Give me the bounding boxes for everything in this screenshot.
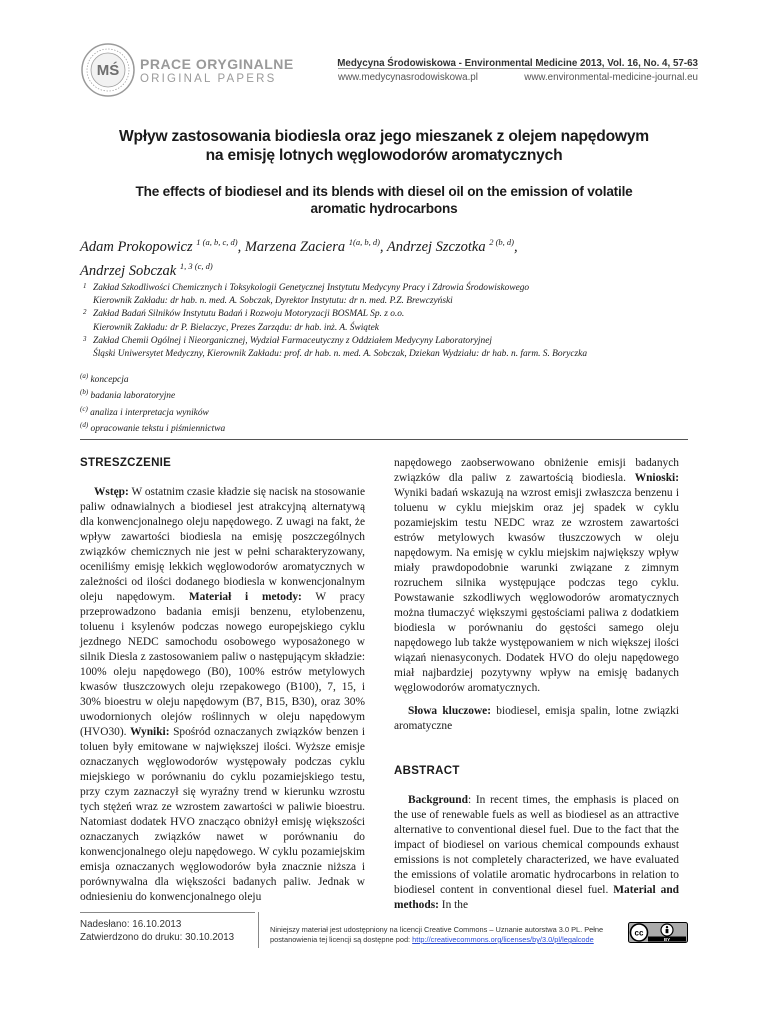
affiliation-line: Kierownik Zakładu: dr hab. n. med. A. Sobczak, Dyrektor Instytutu: dr n. med. P.Z. Brewczyński — [93, 296, 453, 307]
role-item — [80, 370, 380, 386]
series-label-pl: PRACE ORYGINALNE — [140, 56, 294, 72]
title-english-line-2: aromatic hydrocarbons — [310, 201, 458, 216]
author-name: Andrzej Sobczak — [80, 262, 177, 279]
journal-logo — [80, 42, 136, 98]
right-column — [394, 456, 679, 913]
wyniki-text: Spośród oznaczanych związków benzen i toluen były emitowane w największej ilości. Wyższe emisje oznaczanych węglowodorów występowały podczas cyklu miejskiego w porównaniu do cyklu pozamiejskiego testu, przy czym zaznaczył się wyraźny trend w kierunku wzrostu tych stężeń wraz ze wzrostem zawartości w paliwie bioestru. Natomiast dodatek HVO znacząco obniżył emisję większości oznaczanych związków nawet w porównaniu do konwencjonalnego oleju napędowego. W cyklu pozamiejskim emisja oznaczanych węglowodorów była znacznie niższa i porównywalna dla większości badanych paliw. Jednak w odniesieniu do konwencjonalnego oleju — [80, 726, 366, 903]
wyniki-text-continued: napędowego zaobserwowano obniżenie emisji badanych związków dla paliw z zawartością biodiesla. — [394, 457, 679, 484]
affiliation-line: Kierownik Zakładu: dr P. Bielaczyc, Prezes Zarządu: dr hab. inż. A. Świątek — [93, 322, 379, 333]
author-affiliation-mark: 1 (a, b, c, d) — [196, 237, 238, 247]
role-text: analiza i interpretacja wyników — [90, 407, 209, 418]
methods-text: In the — [438, 899, 469, 911]
title-english — [80, 183, 688, 217]
materialy-label: Materiał i metody: — [188, 591, 302, 603]
affiliation-number: 1 — [83, 282, 87, 290]
license-line-2-text: postanowienia tej licencji są dostępne pod: — [270, 935, 413, 944]
series-label-en: ORIGINAL PAPERS — [140, 73, 277, 85]
author-separator: , — [237, 238, 245, 255]
affiliation-line: Zakład Badań Silników Instytutu Badań i Rozwoju Motoryzacji BOSMAL Sp. z o.o. — [93, 309, 405, 320]
title-polish-line-1: Wpływ zastosowania biodiesla oraz jego mieszanek z olejem napędowym — [119, 128, 649, 145]
license-line-2 — [270, 935, 620, 945]
affiliation-item — [80, 335, 700, 361]
affiliations — [80, 282, 700, 361]
author-list — [80, 233, 680, 281]
author-name: Marzena Zaciera — [244, 238, 346, 255]
author-name: Adam Prokopowicz — [80, 238, 193, 255]
streszczenie-body — [80, 485, 365, 905]
author-separator: , — [514, 238, 518, 255]
wstep-text: W ostatnim czasie kładzie się nacisk na stosowanie paliw odnawialnych a biodiesel jest atrakcyjną alternatywą dla konwencjonalnego oleju napędowego. Z uwagi na fakt, że wpływ zawartości biodiesla na emisję poszczególnych związków chemicznych nie jest w pełni scharakteryzowany, oceniliśmy emisję lekkich węglowodorów aromatycznych w zależności od ilości dodanego biodiesla w konwencjonalnym oleju napędowym. — [80, 486, 365, 603]
role-item — [80, 386, 380, 402]
affiliation-line: Zakład Szkodliwości Chemicznych i Toksykologii Genetycznej Instytutu Medycyny Pracy i Zdrowia Środowiskowego — [93, 283, 530, 293]
streszczenie-column — [80, 456, 365, 905]
title-english-line-1: The effects of biodiesel and its blends with diesel oil on the emission of volatile — [135, 184, 633, 199]
keywords — [394, 704, 679, 734]
role-text: opracowanie tekstu i piśmiennictwa — [90, 424, 226, 435]
by-text: BY — [663, 937, 671, 943]
title-polish — [80, 127, 688, 165]
footer-divider — [80, 912, 255, 913]
keywords-text: biodiesel, emisja spalin, lotne związki aromatyczne — [394, 705, 679, 732]
role-key: (a) — [80, 372, 89, 380]
author-name: Andrzej Szczotka — [386, 238, 486, 255]
affiliation-line: Zakład Chemii Ogólnej i Nieorganicznej, Wydział Farmaceutyczny z Oddziałem Medycyny Laboratoryjnej — [93, 335, 492, 346]
keywords-label: Słowa kluczowe: — [408, 705, 492, 717]
role-key: (c) — [80, 404, 88, 413]
wnioski-text: Wyniki badań wskazują na wzrost emisji zwłaszcza benzenu i toluenu w cyklu miejskim oraz jej spadek w cyklu pozamiejskim testu NEDC wraz ze wzrostem zawartości estrów metylowych kwasów tłuszczowych w oleju napędowym. Na emisję w cyklu miejskim największy wpływ miały prawdopodobnie warunki związane z zimnym rozruchem silnika występujące podczas tego cyklu. Powstawanie szkodliwych węglowodorów aromatycznych można tłumaczyć większymi gęstościami paliwa z dodatkiem biodiesla w porównaniu do gęstości samego oleju napędowego lub także występowaniem w nich większej ilości wiązań nienasyconych. Dodatek HVO do oleju napędowego miał najbardziej pozytywny wpływ na emisję badanych węglowodorów aromatycznych. — [394, 487, 679, 694]
section-divider — [80, 439, 688, 440]
website-en-link[interactable]: www.environmental-medicine-journal.eu — [524, 72, 698, 83]
footer-dates — [80, 918, 234, 944]
role-item — [80, 403, 380, 419]
role-text: koncepcja — [90, 375, 129, 386]
methods-label: Material and methods: — [394, 884, 679, 911]
role-key: (b) — [80, 388, 89, 397]
affiliation-number: 2 — [83, 308, 87, 317]
affiliation-item — [80, 308, 700, 334]
streszczenie-continued — [394, 456, 679, 696]
author-affiliation-mark: 1(a, b, d) — [348, 237, 380, 247]
abstract-body — [394, 793, 679, 913]
role-key: (d) — [80, 420, 89, 429]
contribution-roles — [80, 370, 380, 435]
license-link[interactable]: http://creativecommons.org/licenses/by/3.0/pl/legalcode — [412, 935, 594, 944]
footer-vertical-divider — [258, 912, 259, 948]
cc-by-badge-icon[interactable] — [628, 922, 688, 943]
received-date: Nadesłano: 16.10.2013 — [80, 919, 182, 930]
background-label: Background — [408, 794, 468, 806]
author-separator: , — [379, 238, 387, 255]
logo-letters: MŚ — [96, 62, 120, 79]
materialy-text: W pracy przeprowadzono badania emisji benzenu, etylobenzenu, toluenu i ksylenów podczas nowego europejskiego cyklu jezdnego NEDC samochodu osobowego wyposażonego w silnik Diesla z zastosowaniem paliw o następującym składzie: 100% oleju napędowego (B0), 100% estrów metylowych kwasów tłuszczowych oleju rzepakowego (B100), 7, 15, i 30% bioestru w oleju napędowym (B7, B15, B30), oraz 30% uwodornionych olejów roślinnych w oleju napędowym (HVO30). — [80, 591, 365, 738]
background-text: : In recent times, the emphasis is placed on the use of renewable fuels as well as biodiesel as an attractive alternative to conventional diesel fuel. Due to the fact that the impact of biodiesel on various chemical compounds exhaust emissions is not completely characterized, we have evaluated the emissions of volatile aromatic hydrocarbons in relation to biodiesel content in conventional diesel fuel. — [394, 794, 679, 896]
license-notice — [270, 925, 620, 945]
website-pl-link[interactable]: www.medycynasrodowiskowa.pl — [338, 72, 478, 83]
cc-text: cc — [634, 928, 644, 938]
affiliation-item — [80, 282, 700, 308]
license-line-1: Niniejszy materiał jest udostępniony na licencji Creative Commons – Uznanie autorstwa 3.0 PL. Pełne — [270, 925, 604, 934]
wyniki-label: Wyniki: — [130, 726, 170, 738]
author-affiliation-mark: 1, 3 (c, d) — [179, 260, 213, 271]
wnioski-label: Wnioski: — [634, 472, 679, 484]
journal-citation: Medycyna Środowiskowa - Environmental Medicine 2013, Vol. 16, No. 4, 57-63 — [337, 58, 698, 69]
affiliation-line: Śląski Uniwersytet Medyczny, Kierownik Zakładu: prof. dr hab. n. med. A. Sobczak, Dziekan Wydziału: dr hab. n. farm. S. Boryczka — [93, 349, 588, 360]
title-polish-line-2: na emisję lotnych węglowodorów aromatycznych — [205, 147, 563, 164]
accepted-date: Zatwierdzono do druku: 30.10.2013 — [80, 932, 235, 943]
right-column-flow — [394, 456, 679, 696]
header-divider — [338, 68, 698, 69]
author-affiliation-mark: 2 (b, d) — [489, 237, 515, 247]
abstract-heading: ABSTRACT — [394, 765, 460, 777]
streszczenie-heading: STRESZCZENIE — [80, 457, 172, 469]
affiliation-number: 3 — [83, 334, 87, 343]
role-text: badania laboratoryjne — [90, 391, 176, 402]
wstep-label: Wstęp: — [94, 486, 129, 498]
role-item — [80, 419, 380, 435]
